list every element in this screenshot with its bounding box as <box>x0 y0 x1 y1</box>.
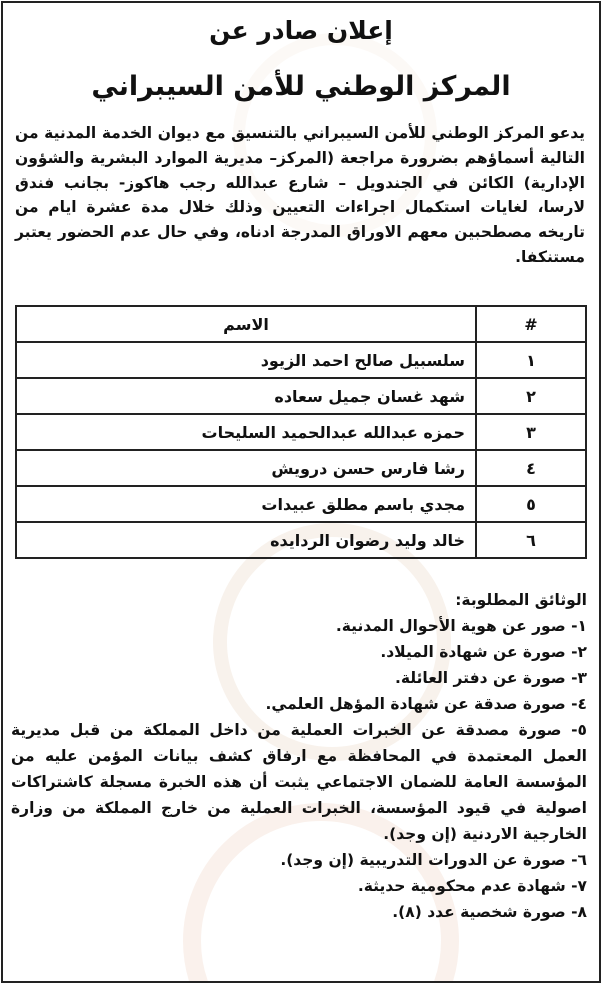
row-name: مجدي باسم مطلق عبيدات <box>16 486 476 522</box>
header-number: # <box>476 306 586 342</box>
row-name: سلسبيل صالح احمد الزيود <box>16 342 476 378</box>
row-number: ١ <box>476 342 586 378</box>
document-item: ٨- صورة شخصية عدد (٨). <box>392 903 587 921</box>
document-item: ٣- صورة عن دفتر العائلة. <box>394 669 587 687</box>
row-name: رشا فارس حسن درويش <box>16 450 476 486</box>
row-name: شهد غسان جميل سعاده <box>16 378 476 414</box>
table-row <box>16 486 586 522</box>
document-item: ٥- صورة مصدقة عن الخبرات العملية من داخل المملكة من قبل مديرية العمل المعتمدة في المحافظة مع ارفاق كشف بيانات المؤمن عليه من المؤسسة العامة للضمان الاجتماعي يثبت أن هذه الخبرة مسجلة كاشتراكات اصولية في قيود المؤسسة، الخبرات العملية من خارج المملكة من وزارة الخارجية الاردنية (إن وجد). <box>11 721 587 843</box>
table-header-row <box>16 306 586 342</box>
document-item: ٦- صورة عن الدورات التدريبية (إن وجد). <box>280 851 587 869</box>
announcement-title: إعلان صادر عن <box>209 16 393 45</box>
required-documents <box>11 587 587 925</box>
issuer-title: المركز الوطني للأمن السيبراني <box>91 71 511 102</box>
row-name: خالد وليد رضوان الردايده <box>16 522 476 558</box>
announcement-page <box>1 1 601 983</box>
document-item: ١- صور عن هوية الأحوال المدنية. <box>335 617 587 635</box>
document-item: ٤- صورة صدقة عن شهادة المؤهل العلمي. <box>265 695 587 713</box>
document-item: ٢- صورة عن شهادة الميلاد. <box>380 643 587 661</box>
row-number: ٦ <box>476 522 586 558</box>
row-name: حمزه عبدالله عبدالحميد السليحات <box>16 414 476 450</box>
table-row <box>16 414 586 450</box>
document-item: ٧- شهادة عدم محكومية حديثة. <box>357 877 587 895</box>
row-number: ٤ <box>476 450 586 486</box>
row-number: ٢ <box>476 378 586 414</box>
header-name: الاسم <box>16 306 476 342</box>
documents-heading: الوثائق المطلوبة: <box>455 591 587 609</box>
row-number: ٥ <box>476 486 586 522</box>
table-row <box>16 342 586 378</box>
table-row <box>16 522 586 558</box>
intro-paragraph: يدعو المركز الوطني للأمن السيبراني بالتنسيق مع ديوان الخدمة المدنية من التالية أسماؤهم بضرورة مراجعة (المركز– مديرية الموارد البشرية والشؤون الإدارية) الكائن في الجندويل – شارع عبدالله رجب هاكوز- بجانب فندق لارسا، لغايات استكمال اجراءات التعيين وذلك خلال مدة عشرة ايام من تاريخه مصطحبين معهم الاوراق المدرجة ادناه، وفي حال عدم الحضور يعتبر مستنكفا. <box>15 124 585 266</box>
row-number: ٣ <box>476 414 586 450</box>
table-row <box>16 450 586 486</box>
table-row <box>16 378 586 414</box>
names-table <box>15 305 587 559</box>
